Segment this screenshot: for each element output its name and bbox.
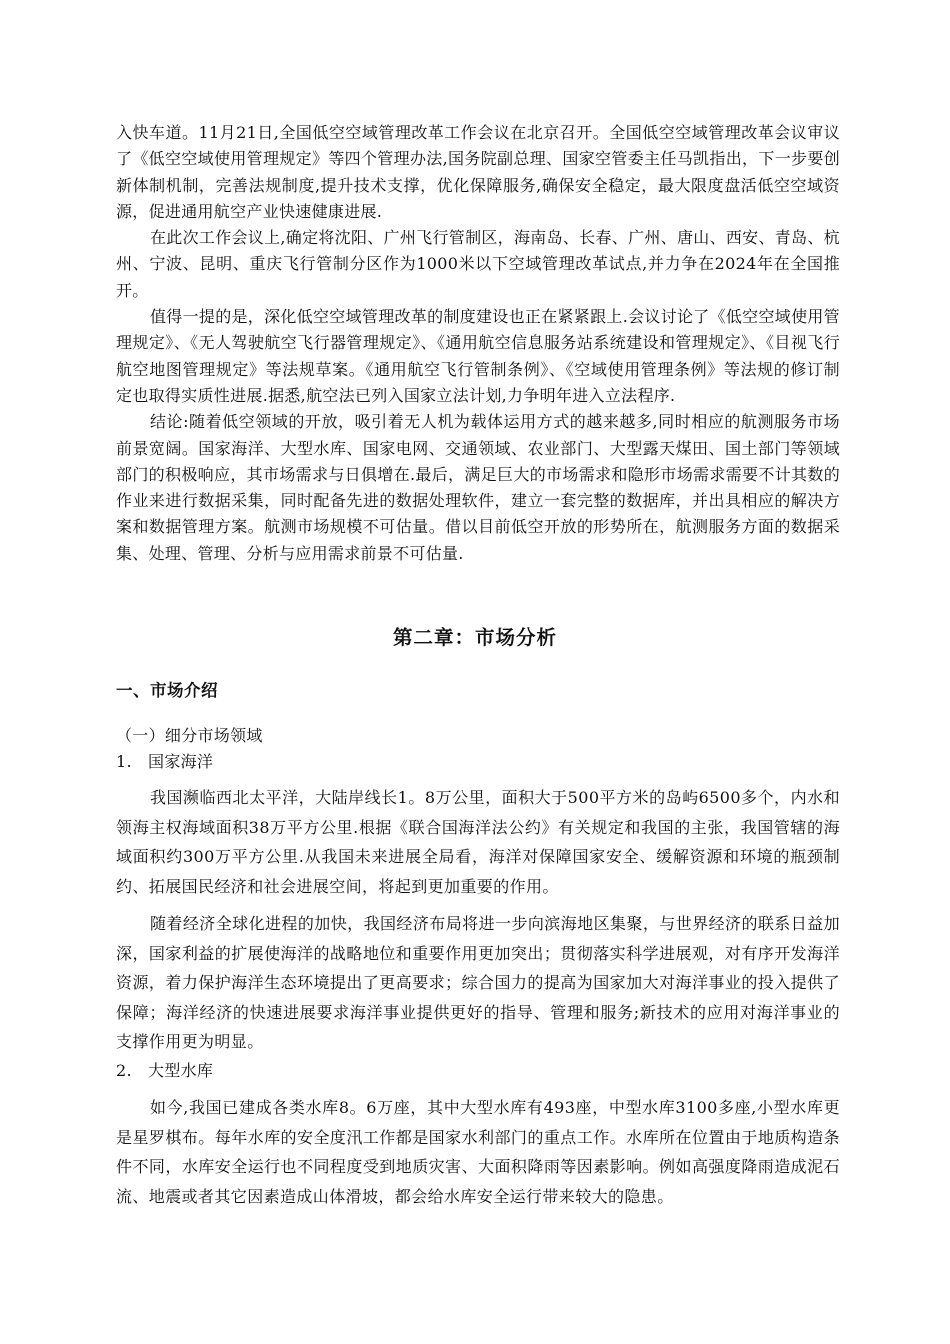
paragraph-airspace-meeting: 入快车道。11月21日,全国低空空域管理改革工作会议在北京召开。全国低空空域管理改革会议审议了《低空空域使用管理规定》等四个管理办法,国务院副总理、国家空管委主任马凯指出，下一步要创新体制机制，完善法规制度,提升技术支撑，优化保障服务,确保安全稳定，最大限度盘活低空空域资源，促进通用航空产业快速健康进展. (116, 123, 840, 221)
subsection-title: （一）细分市场领域 (116, 726, 263, 745)
paragraph-ocean-2: 随着经济全球化进程的加快，我国经济布局将进一步向滨海地区集聚，与世界经济的联系日益加深，国家利益的扩展使海洋的战略地位和重要作用更加突出；贯彻落实科学进展观，对有序开发海洋资源，着力保护海洋生态环境提出了更高要求；综合国力的提高为国家加大对海洋事业的投入提供了保障；海洋经济的快速进展要求海洋事业提供更好的指导、管理和服务;新技术的应用对海洋事业的支撑作用更为明显。 (116, 914, 840, 1051)
section-title: 一、市场介绍 (116, 681, 218, 700)
paragraph-ocean-1: 我国濒临西北太平洋，大陆岸线长1。8万公里，面积大于500平方米的岛屿6500多个，内水和领海主权海域面积38万平方公里.根据《联合国海洋法公约》有关规定和我国的主张，我国管辖的海域面积约300万平方公里.从我国未来进展全局看，海洋对保障国家安全、缓解资源和环境的瓶颈制约、拓展国民经济和社会进展空间，将起到更加重要的作用。 (116, 788, 840, 896)
paragraph-regulations: 值得一提的是，深化低空空域管理改革的制度建设也正在紧紧跟上.会议讨论了《低空空域使用管理规定》、《无人驾驶航空飞行器管理规定》、《通用航空信息服务站系统建设和管理规定》、《目视飞行航空地图管理规定》等法规草案。《通用航空飞行管制条例》、《空域使用管理条例》等法规的修订制定也取得实质性进展.据悉,航空法已列入国家立法计划,力争明年进入立法程序. (116, 307, 840, 405)
item-title-reservoir: 2. 大型水库 (116, 1061, 214, 1080)
paragraph-pilot-regions: 在此次工作会议上,确定将沈阳、广州飞行管制区，海南岛、长春、广州、唐山、西安、青岛、杭州、宁波、昆明、重庆飞行管制分区作为1000米以下空域管理改革试点,并力争在2024年在全国推开。 (116, 228, 840, 300)
paragraph-conclusion: 结论:随着低空领域的开放，吸引着无人机为载体运用方式的越来越多,同时相应的航测服务市场前景宽阔。国家海洋、大型水库、国家电网、交通领域、农业部门、大型露天煤田、国土部门等领域部门的积极响应，其市场需求与日俱增在.最后，满足巨大的市场需求和隐形市场需求需要不计其数的作业来进行数据采集，同时配备先进的数据处理软件，建立一套完整的数据库，并出具相应的解决方案和数据管理方案。航测市场规模不可估量。借以目前低空开放的形势所在，航测服务方面的数据采集、处理、管理、分析与应用需求前景不可估量. (116, 412, 840, 563)
intro-text-block (116, 120, 840, 567)
item-title-ocean: 1. 国家海洋 (116, 752, 214, 771)
paragraph-reservoir: 如今,我国已建成各类水库8。6万座，其中大型水库有493座，中型水库3100多座,小型水库更是星罗棋布。每年水库的安全度汛工作都是国家水利部门的重点工作。水库所在位置由于地质构造条件不同，水库安全运行也不同程度受到地质灾害、大面积降雨等因素影响。例如高强度降雨造成泥石流、地震或者其它因素造成山体滑坡，都会给水库安全运行带来较大的隐患。 (116, 1098, 840, 1206)
ocean-text-block (116, 783, 840, 1057)
chapter-title: 第二章：市场分析 (392, 626, 557, 649)
reservoir-text-block (116, 1093, 840, 1211)
